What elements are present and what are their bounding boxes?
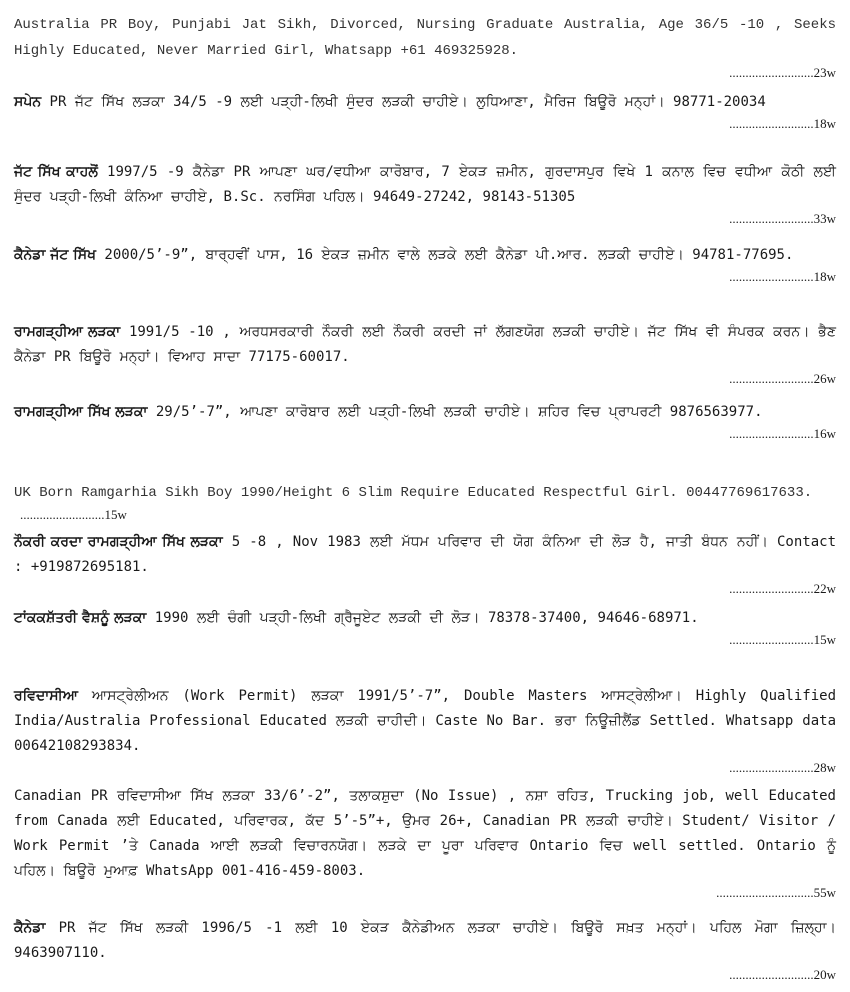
ad-text: PR ਜੱਟ ਸਿੱਖ ਲੜਕੀ 1996/5 -1 ਲਈ 10 ਏਕੜ ਕੈਨੇਡੀਅਨ ਲੜਕਾ ਚਾਹੀਏ। ਬਿਊਰੋ ਸਖ਼ਤ ਮਨ੍ਹਾਂ। ਪਹਿਲ ਮੋਗਾ ਜ਼ਿਲ੍ਹਾ। 9463907110. [14, 920, 836, 961]
ad-lead: ਟਾਂਕਕਸ਼ੱਤਰੀ ਵੈਸ਼ਨੂੰ ਲੜਕਾ [14, 610, 147, 626]
classified-ad-1 [14, 12, 836, 82]
classified-ad-8 [14, 530, 836, 598]
ad-text: Australia PR Boy, Punjabi Jat Sikh, Divorced, Nursing Graduate Australia, Age 36/5 -10 , Seeks Highly Educated, Never Married Girl, Whatsapp +61 469325928. [14, 17, 836, 59]
ad-lead: ਨੌਕਰੀ ਕਰਦਾ ਰਾਮਗੜ੍ਹੀਆ ਸਿੱਖ ਲੜਕਾ [14, 534, 223, 550]
ad-text: 29/5’-7”, ਆਪਣਾ ਕਾਰੋਬਾਰ ਲਈ ਪੜ੍ਹੀ-ਲਿਖੀ ਲੜਕੀ ਚਾਹੀਏ। ਸ਼ਹਿਰ ਵਿਚ ਪ੍ਰਾਪਰਟੀ 9876563977. [147, 404, 763, 420]
ad-code: ..........................20w [729, 967, 836, 982]
ad-text: 1990 ਲਈ ਚੰਗੀ ਪੜ੍ਹੀ-ਲਿਖੀ ਗ੍ਰੈਜੂਏਟ ਲੜਕੀ ਦੀ ਲੋੜ। 78378-37400, 94646-68971. [146, 610, 699, 626]
ad-text: 1997/5 -9 ਕੈਨੇਡਾ PR ਆਪਣਾ ਘਰ/ਵਧੀਆ ਕਾਰੋਬਾਰ, 7 ਏਕੜ ਜ਼ਮੀਨ, ਗੁਰਦਾਸਪੁਰ ਵਿਖੇ 1 ਕਨਾਲ ਵਿਚ ਵਧੀਆ ਕੋਠੀ ਲਈ ਸੁੰਦਰ ਪੜ੍ਹੀ-ਲਿਖੀ ਕੰਨਿਆ ਚਾਹੀਏ, B.Sc. ਨਰਸਿੰਗ ਪਹਿਲ। 94649-27242, 98143-51305 [14, 164, 837, 205]
ad-code: ..........................22w [729, 581, 836, 596]
ad-text: 2000/5’-9”, ਬਾਰ੍ਹਵੀਂ ਪਾਸ, 16 ਏਕੜ ਜ਼ਮੀਨ ਵਾਲੇ ਲੜਕੇ ਲਈ ਕੈਨੇਡਾ ਪੀ.ਆਰ. ਲੜਕੀ ਚਾਹੀਏ। 94781-77695. [95, 247, 794, 263]
ad-lead: ਰਾਮਗੜ੍ਹੀਆ ਲੜਕਾ [14, 324, 121, 340]
ad-lead: ਰਵਿਦਾਸੀਆ [14, 688, 78, 704]
ad-text: 1991/5 -10 , ਅਰਧਸਰਕਾਰੀ ਨੌਕਰੀ ਲਈ ਨੌਕਰੀ ਕਰਦੀ ਜਾਂ ਲੱਗਣਯੋਗ ਲੜਕੀ ਚਾਹੀਏ। ਜੱਟ ਸਿੱਖ ਵੀ ਸੰਪਰਕ ਕਰਨ। ਭੈਣ ਕੈਨੇਡਾ PR ਬਿਊਰੋ ਮਨ੍ਹਾਂ। ਵਿਆਹ ਸਾਦਾ 77175-60017. [14, 324, 836, 365]
classified-ad-2 [14, 90, 836, 133]
ad-text: 5 -8 , Nov 1983 ਲਈ ਮੱਧਮ ਪਰਿਵਾਰ ਦੀ ਯੋਗ ਕੰਨਿਆ ਦੀ ਲੋੜ ਹੈ, ਜਾਤੀ ਬੰਧਨ ਨਹੀਂ। Contact : +919872695181. [14, 534, 836, 575]
classified-ad-11 [14, 784, 836, 902]
classified-ad-5 [14, 320, 836, 388]
ad-text: PR ਜੱਟ ਸਿੱਖ ਲੜਕਾ 34/5 -9 ਲਈ ਪੜ੍ਹੀ-ਲਿਖੀ ਸੁੰਦਰ ਲੜਕੀ ਚਾਹੀਏ। ਲੁਧਿਆਣਾ, ਮੈਰਿਜ ਬਿਊਰੋ ਮਨ੍ਹਾਂ। 98771-20034 [41, 94, 766, 110]
ad-code: ..........................33w [729, 211, 836, 226]
ad-text: Canadian PR ਰਵਿਦਾਸੀਆ ਸਿੱਖ ਲੜਕਾ 33/6’-2”, ਤਲਾਕਸ਼ੁਦਾ (No Issue) , ਨਸ਼ਾ ਰਹਿਤ, Trucking job, well Educated from Canada ਲਈ Educated, ਪਰਿਵਾਰਕ, ਕੱਦ 5’-5”+, ਉਮਰ 26+, Canadian PR ਲੜਕੀ ਚਾਹੀਏ। Student/ Visitor / Work Permit ’ਤੇ Canada ਆਈ ਲੜਕੀ ਵਿਚਾਰਨਯੋਗ। ਲੜਕੇ ਦਾ ਪੂਰਾ ਪਰਿਵਾਰ Ontario ਵਿਚ well settled. Ontario ਨੂੰ ਪਹਿਲ। ਬਿਊਰੋ ਮੁਆਫ਼ WhatsApp 001-416-459-8003. [14, 788, 836, 879]
ad-text: UK Born Ramgarhia Sikh Boy 1990/Height 6 Slim Require Educated Respectful Girl. 00447769617633. [14, 485, 813, 501]
classified-ad-7 [14, 480, 836, 524]
ad-lead: ਜੱਟ ਸਿੱਖ ਕਾਹਲੋਂ [14, 164, 98, 180]
ad-code: ..........................18w [729, 269, 836, 284]
ad-lead: ਰਾਮਗੜ੍ਹੀਆ ਸਿੱਖ ਲੜਕਾ [14, 404, 148, 420]
classified-ad-10 [14, 684, 836, 777]
classified-ad-6 [14, 400, 836, 443]
ad-code: ..........................15w [729, 632, 836, 647]
classified-ad-3 [14, 160, 836, 228]
ad-code: ..........................16w [729, 426, 836, 441]
ad-lead: ਸਪੇਨ [14, 94, 42, 110]
ad-code: ..........................23w [729, 65, 836, 80]
ad-lead: ਕੈਨੇਡਾ [14, 920, 46, 936]
classified-ad-12 [14, 916, 836, 984]
ad-code: ..............................55w [716, 885, 836, 900]
ad-lead: ਕੈਨੇਡਾ ਜੱਟ ਸਿੱਖ [14, 247, 96, 263]
ad-code: ..........................18w [729, 116, 836, 131]
ad-code: ..........................28w [729, 760, 836, 775]
ad-code: ..........................15w [20, 507, 127, 522]
classified-ad-9 [14, 606, 836, 649]
classified-ad-4 [14, 243, 836, 286]
ad-text: ਆਸਟ੍ਰੇਲੀਅਨ (Work Permit) ਲੜਕਾ 1991/5’-7”, Double Masters ਆਸਟ੍ਰੇਲੀਆ। Highly Qualified India/Australia Professional Educated ਲੜਕੀ ਚਾਹੀਦੀ। Caste No Bar. ਭਰਾ ਨਿਊਜ਼ੀਲੈਂਡ Settled. Whatsapp data 00642108293834. [14, 688, 836, 754]
ad-code: ..........................26w [729, 371, 836, 386]
